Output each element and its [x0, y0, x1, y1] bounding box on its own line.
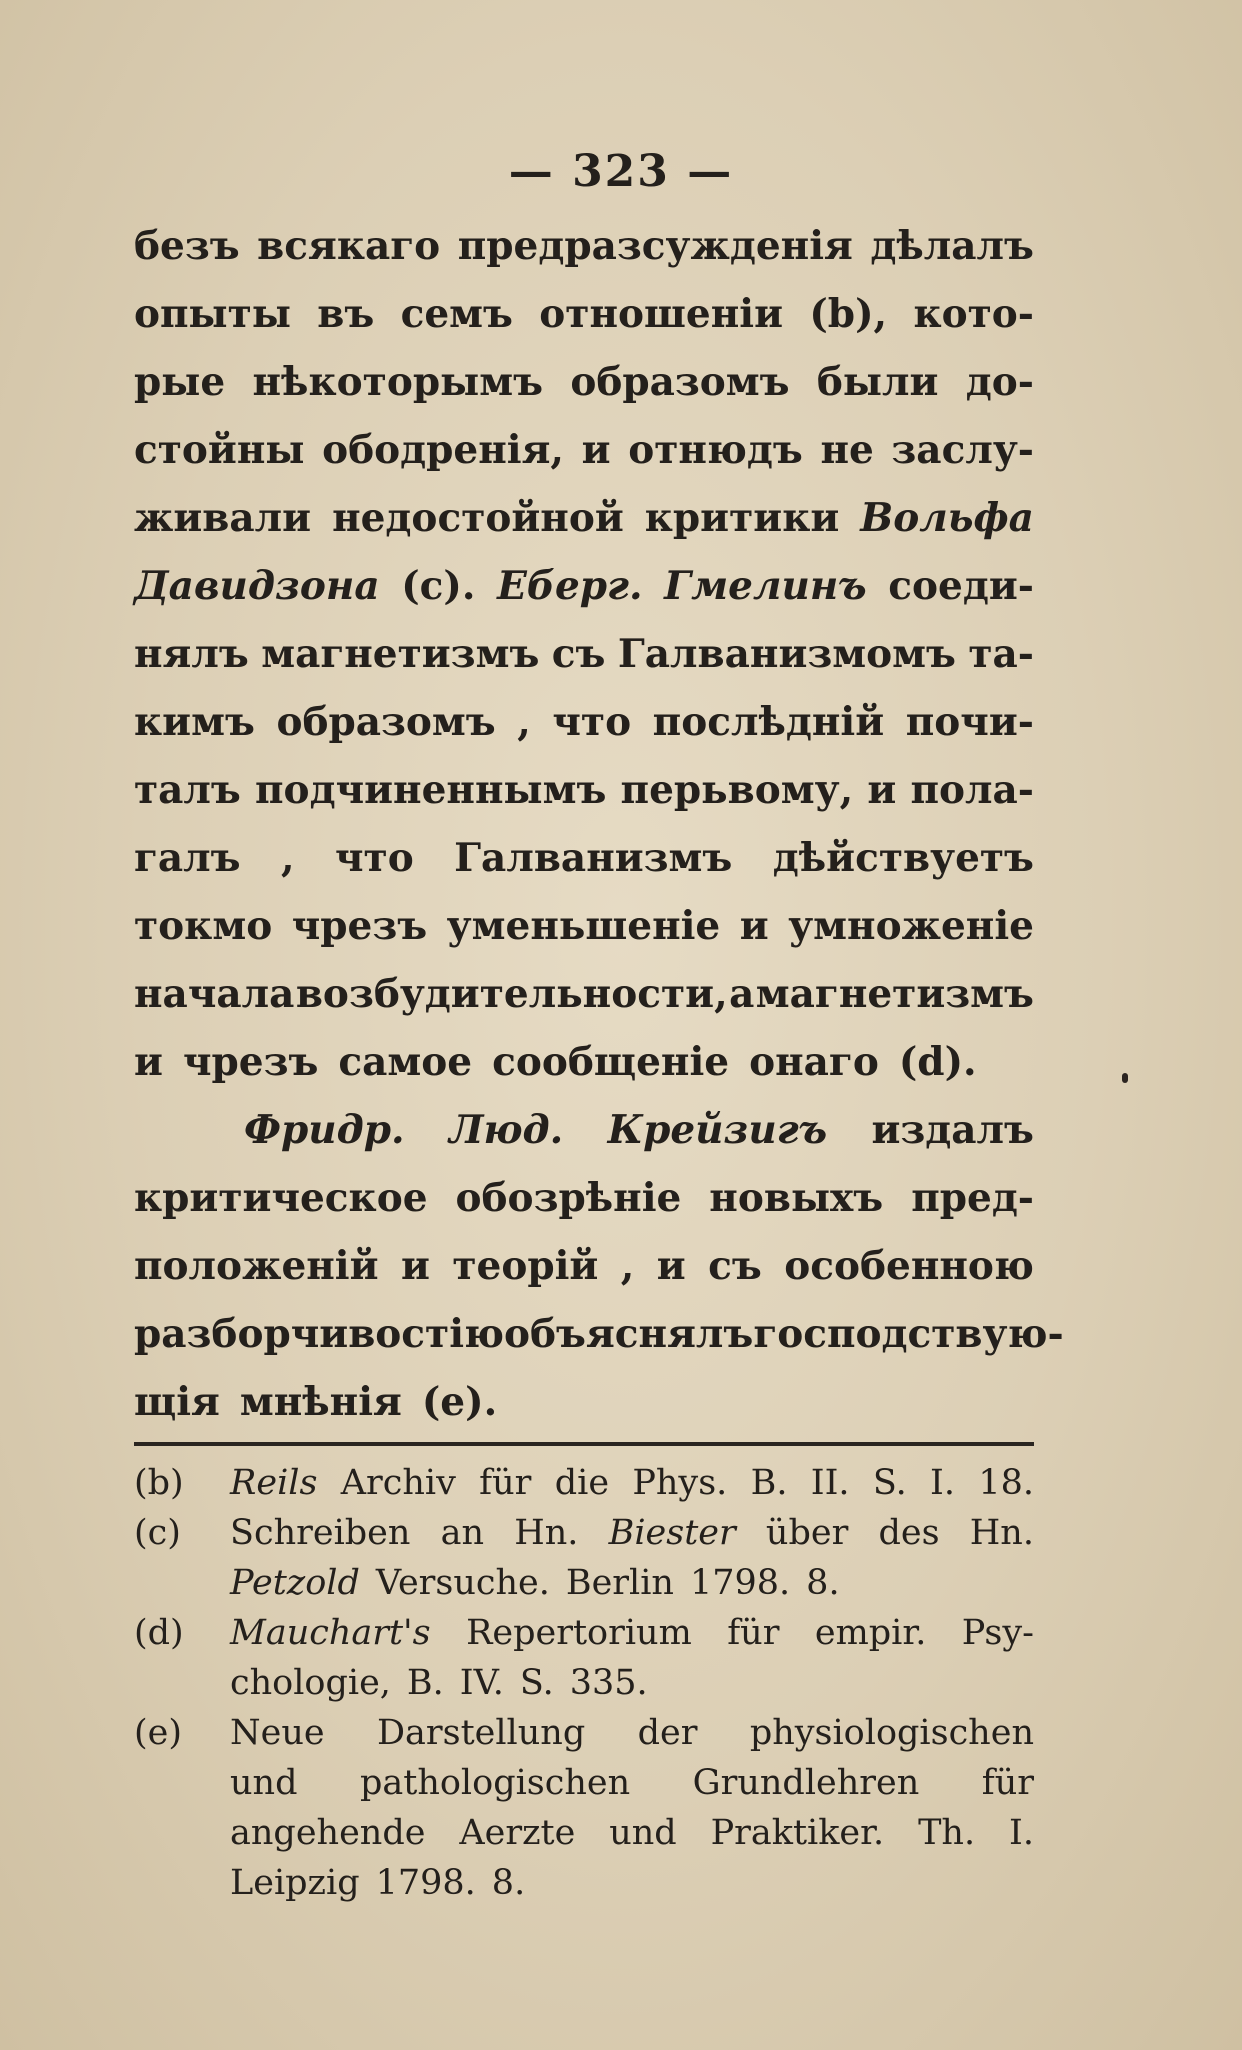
word: магнетизмъ — [755, 971, 1034, 1017]
text-line — [134, 1164, 1034, 1232]
word: Repertorium — [466, 1613, 692, 1653]
word: und — [609, 1813, 677, 1853]
word: послѣдній — [652, 699, 885, 745]
word: не — [820, 427, 874, 473]
word: опыты — [134, 291, 291, 337]
word: B. — [750, 1463, 788, 1503]
footnote-line — [230, 1858, 1034, 1908]
word: Psy- — [961, 1613, 1034, 1653]
footnote-text — [230, 1708, 1034, 1908]
word: I. — [930, 1463, 955, 1503]
word: предразсужденія — [457, 223, 853, 269]
word: des — [878, 1513, 940, 1553]
footnote-ref-d[interactable]: (d). — [898, 1039, 977, 1085]
footnote-line — [230, 1558, 1034, 1608]
word: Hn. — [969, 1513, 1034, 1553]
footnote-b — [134, 1458, 1034, 1508]
footnote-ref-e[interactable]: (e). — [421, 1379, 498, 1425]
word: господствую- — [753, 1311, 1064, 1357]
word: physiologischen — [749, 1713, 1034, 1753]
author-name: Biester — [608, 1513, 736, 1553]
author-name: Гмелинъ — [664, 563, 867, 609]
word: талъ — [134, 767, 241, 813]
footnote-text — [230, 1458, 1034, 1508]
word: были — [816, 359, 939, 405]
word: , — [620, 1243, 635, 1289]
word: нялъ — [134, 631, 249, 677]
word: та- — [968, 631, 1034, 677]
word: самое — [338, 1039, 473, 1085]
word: Schreiben — [230, 1513, 411, 1553]
word: издалъ — [871, 1107, 1034, 1153]
word: an — [440, 1513, 485, 1553]
word: Галванизмомъ — [617, 631, 956, 677]
footnote-ref-b[interactable]: (b), — [809, 291, 888, 337]
ink-speck — [1122, 1073, 1128, 1083]
word: разборчивостію — [134, 1311, 505, 1357]
footnote-line — [230, 1458, 1034, 1508]
word: пред- — [911, 1175, 1034, 1221]
word: образомъ — [276, 699, 496, 745]
word: Phys. — [632, 1463, 728, 1503]
word: обозрѣніе — [455, 1175, 682, 1221]
word: 1798. — [689, 1563, 791, 1603]
word: чрезъ — [182, 1039, 319, 1085]
footnote-line — [230, 1758, 1034, 1808]
footnote-line — [230, 1808, 1034, 1858]
footnote-mark: (c) — [134, 1513, 181, 1553]
author-name: Еберг. — [497, 563, 643, 609]
word: S. — [872, 1463, 907, 1503]
footnotes — [134, 1458, 1034, 1908]
word: и — [400, 1243, 430, 1289]
word: съ — [708, 1243, 762, 1289]
word: Th. — [918, 1813, 976, 1853]
footnote-mark: (e) — [134, 1713, 183, 1753]
word: галъ — [134, 835, 241, 881]
footnote-line — [230, 1608, 1034, 1658]
word: онаго — [749, 1039, 879, 1085]
word: Versuche. — [375, 1563, 550, 1603]
word: магнетизмъ — [261, 631, 540, 677]
footnote-line — [230, 1658, 1034, 1708]
word: безъ — [134, 223, 240, 269]
word: всякаго — [257, 223, 441, 269]
word: соеди- — [888, 563, 1034, 609]
word: въ — [317, 291, 375, 337]
word: дѣлалъ — [870, 223, 1034, 269]
text-line — [134, 1300, 1064, 1368]
word: empir. — [814, 1613, 927, 1653]
footnote-e — [134, 1708, 1034, 1908]
footnote-ref-c[interactable]: (c). — [401, 563, 476, 609]
text-line — [134, 960, 1034, 1028]
word: уменьшеніе — [446, 903, 721, 949]
word: der — [637, 1713, 698, 1753]
word: и — [739, 903, 769, 949]
word: токмо — [134, 903, 273, 949]
word: für — [479, 1463, 532, 1503]
word: 18. — [978, 1463, 1034, 1503]
word: отнюдъ — [628, 427, 803, 473]
word: 8. — [491, 1863, 526, 1903]
footnote-mark: (d) — [134, 1613, 184, 1653]
word: , — [281, 835, 295, 881]
word: Grundlehren — [692, 1763, 920, 1803]
word: умноженіе — [788, 903, 1034, 949]
word: die — [554, 1463, 610, 1503]
word: образомъ — [570, 359, 790, 405]
text-line — [134, 620, 1034, 688]
text-line — [134, 1232, 1034, 1300]
word: мнѣнія — [239, 1379, 402, 1425]
word: что — [334, 835, 414, 881]
text-line — [134, 280, 1034, 348]
word: что — [552, 699, 632, 745]
word: критическое — [134, 1175, 428, 1221]
word: до- — [965, 359, 1034, 405]
word: критики — [644, 495, 840, 541]
word: IV. — [459, 1663, 504, 1703]
word: а — [729, 971, 755, 1017]
word: Berlin — [565, 1563, 674, 1603]
footnote-text — [230, 1608, 1034, 1708]
word: Praktiker. — [710, 1813, 885, 1853]
word: pathologischen — [359, 1763, 631, 1803]
author-name: Фридр. — [244, 1107, 405, 1153]
word: Neue — [230, 1713, 325, 1753]
word: щія — [134, 1379, 220, 1425]
word: für — [727, 1613, 780, 1653]
word: дѣйствуетъ — [772, 835, 1034, 881]
author-name: Petzold — [230, 1563, 360, 1603]
text-line — [134, 756, 1034, 824]
word: положеній — [134, 1243, 379, 1289]
word: подчиненнымъ — [255, 767, 607, 813]
text-line — [134, 1368, 1034, 1436]
word: für — [981, 1763, 1034, 1803]
word: заслу- — [891, 427, 1034, 473]
word: Leipzig — [230, 1863, 360, 1903]
word: 8. — [806, 1563, 840, 1603]
word: особенною — [784, 1243, 1034, 1289]
author-name: Люд. — [448, 1107, 564, 1153]
author-name: Давидзона — [134, 563, 380, 609]
word: почи- — [905, 699, 1034, 745]
word: кото- — [913, 291, 1034, 337]
word: начала — [134, 971, 295, 1017]
text-line — [134, 688, 1034, 756]
text-line — [134, 824, 1034, 892]
word: стойны — [134, 427, 305, 473]
word: 335. — [569, 1663, 648, 1703]
main-text — [134, 212, 1064, 1436]
word: объяснялъ — [504, 1311, 754, 1357]
word: и — [867, 767, 897, 813]
author-name: Вольфа — [860, 495, 1034, 541]
word: пола- — [910, 767, 1034, 813]
word: теорій — [452, 1243, 599, 1289]
text-line — [134, 484, 1034, 552]
word: нѣкоторымъ — [252, 359, 543, 405]
word: 1798. — [375, 1863, 476, 1903]
word: Darstellung — [376, 1713, 586, 1753]
word: I. — [1009, 1813, 1034, 1853]
word: живали — [134, 495, 312, 541]
author-name: Крейзигъ — [607, 1107, 828, 1153]
text-line — [134, 1028, 1034, 1096]
word: кимъ — [134, 699, 255, 745]
word: Галванизмъ — [454, 835, 733, 881]
footnote-divider — [134, 1442, 1034, 1446]
word: новыхъ — [709, 1175, 884, 1221]
word: II. — [810, 1463, 850, 1503]
word: , — [517, 699, 531, 745]
word: перьвому, — [620, 767, 854, 813]
word: und — [230, 1763, 298, 1803]
word: Aerzte — [459, 1813, 576, 1853]
word: B. — [406, 1663, 444, 1703]
word: angehende — [230, 1813, 426, 1853]
footnote-c — [134, 1508, 1034, 1608]
text-line — [134, 892, 1034, 960]
text-line — [134, 212, 1034, 280]
page-number: — 323 — — [508, 146, 734, 197]
footnote-text — [230, 1508, 1034, 1608]
word: и — [656, 1243, 686, 1289]
word: Archiv — [340, 1463, 456, 1503]
word: возбудительности, — [295, 971, 728, 1017]
text-line — [134, 1096, 1034, 1164]
word: über — [765, 1513, 849, 1553]
word: S. — [519, 1663, 554, 1703]
word: чрезъ — [291, 903, 428, 949]
word: Hn. — [514, 1513, 579, 1553]
author-name: Mauchart's — [230, 1613, 431, 1653]
footnote-mark: (b) — [134, 1463, 184, 1503]
word: недостойной — [332, 495, 624, 541]
word: и — [134, 1039, 163, 1085]
text-line — [134, 552, 1034, 620]
footnote-line — [230, 1708, 1034, 1758]
word: ободренія, — [322, 427, 564, 473]
word: семъ — [400, 291, 513, 337]
footnote-line — [230, 1508, 1034, 1558]
text-line — [134, 348, 1034, 416]
footnote-d — [134, 1608, 1034, 1708]
word: chologie, — [230, 1663, 391, 1703]
word: отношеніи — [539, 291, 784, 337]
word: и — [581, 427, 611, 473]
author-name: Reils — [230, 1463, 318, 1503]
word: рые — [134, 359, 226, 405]
text-line — [134, 416, 1034, 484]
word: сообщеніе — [492, 1039, 730, 1085]
word: съ — [551, 631, 606, 677]
